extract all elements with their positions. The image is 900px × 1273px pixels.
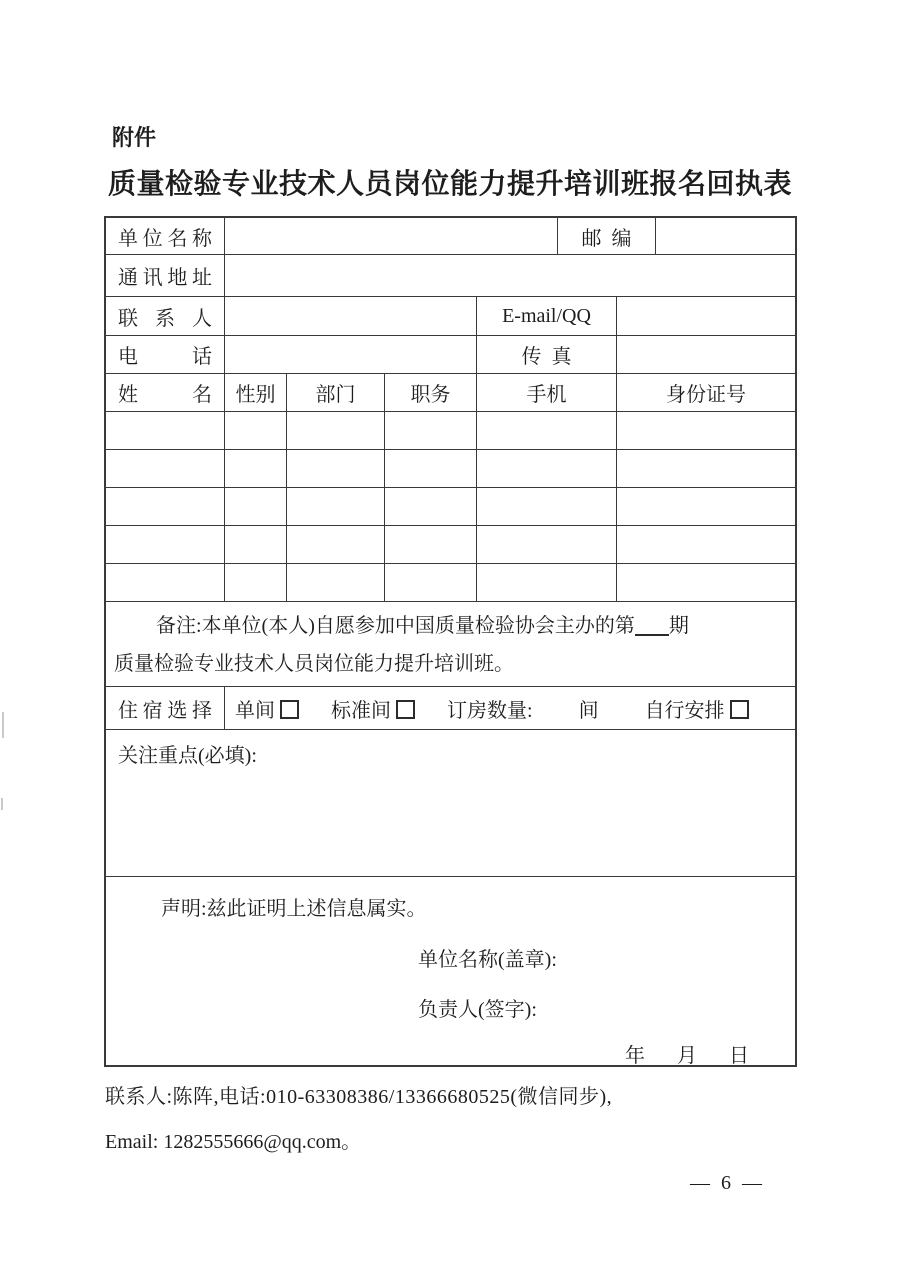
row-phone	[106, 335, 795, 373]
roster-cell	[476, 412, 616, 449]
row-contact	[106, 296, 795, 335]
roster-header-mobile: 手机	[476, 374, 616, 411]
fax-label-cell	[476, 336, 616, 373]
roster-cell	[106, 526, 224, 563]
date-month-label: 月	[677, 1045, 697, 1067]
address-label: 通讯地址	[118, 267, 212, 289]
roster-empty-row	[106, 487, 795, 525]
roster-cell	[224, 564, 286, 601]
roster-cell	[224, 450, 286, 487]
registration-form-table	[104, 216, 797, 1067]
scan-artifact	[1, 798, 3, 810]
blank-underline	[635, 614, 669, 636]
postal-code-label: 邮 编	[581, 227, 632, 250]
signer-label: 负责人(签字):	[418, 999, 537, 1021]
roster-cell	[106, 450, 224, 487]
roster-cell	[286, 412, 384, 449]
roster-header-position: 职务	[384, 374, 476, 411]
focus-row	[106, 729, 795, 876]
roster-cell	[476, 526, 616, 563]
roster-header-id-number: 身份证号	[616, 374, 795, 411]
roster-cell	[476, 488, 616, 525]
roster-empty-row	[106, 563, 795, 601]
booking-unit-label: 间	[578, 699, 599, 722]
roster-header-gender: 性别	[224, 374, 286, 411]
unit-name-label-cell	[106, 218, 224, 254]
footer-email-line: Email: 1282555666@qq.com。	[105, 1131, 362, 1153]
address-value-cell	[224, 255, 795, 296]
single-room-checkbox-icon	[280, 700, 299, 719]
roster-cell	[286, 526, 384, 563]
single-room-option: 单间	[235, 694, 299, 723]
roster-cell	[224, 488, 286, 525]
email-label-cell	[476, 297, 616, 335]
roster-cell	[106, 488, 224, 525]
roster-empty-row	[106, 525, 795, 563]
roster-cell	[616, 412, 795, 449]
roster-cell	[286, 488, 384, 525]
roster-cell	[616, 450, 795, 487]
declaration-row	[106, 876, 795, 1065]
remark-row	[106, 601, 795, 686]
roster-cell	[286, 564, 384, 601]
fax-value-cell	[616, 336, 795, 373]
remark-label: 备注:	[156, 615, 202, 637]
roster-cell	[224, 526, 286, 563]
date-day-label: 日	[729, 1045, 749, 1067]
contact-value-cell	[224, 297, 476, 335]
roster-cell	[286, 450, 384, 487]
declaration-statement: 声明:兹此证明上述信息属实。	[161, 898, 427, 920]
unit-seal-label: 单位名称(盖章):	[418, 949, 557, 971]
standard-room-option: 标准间	[331, 694, 415, 723]
roster-cell	[616, 526, 795, 563]
self-arrange-option: 自行安排	[645, 694, 749, 723]
phone-label-cell	[106, 336, 224, 373]
roster-cell	[384, 488, 476, 525]
roster-cell	[384, 526, 476, 563]
self-arrange-checkbox-icon	[730, 700, 749, 719]
contact-label-cell	[106, 297, 224, 335]
postal-code-label-cell	[557, 218, 655, 254]
postal-code-value-cell	[655, 218, 795, 254]
form-title: 质量检验专业技术人员岗位能力提升培训班报名回执表	[107, 168, 792, 199]
roster-cell	[384, 450, 476, 487]
accommodation-label: 住宿选择	[118, 699, 212, 722]
email-value-cell	[616, 297, 795, 335]
unit-name-label: 单位名称	[118, 227, 212, 250]
focus-label: 关注重点(必填):	[118, 745, 257, 767]
accommodation-row	[106, 686, 795, 729]
contact-label: 联系人	[118, 307, 212, 330]
email-label: E-mail/QQ	[502, 304, 591, 327]
roster-empty-row	[106, 411, 795, 449]
attachment-label: 附件	[112, 125, 157, 150]
roster-cell	[476, 564, 616, 601]
page-number: — 6 —	[690, 1172, 765, 1194]
roster-cell	[106, 564, 224, 601]
fax-label: 传 真	[521, 346, 572, 368]
accommodation-options-cell	[224, 687, 795, 729]
footer-contact-line: 联系人:陈阵,电话:010-63308386/13366680525(微信同步),	[105, 1086, 613, 1108]
roster-header-department: 部门	[286, 374, 384, 411]
row-address	[106, 254, 795, 296]
phone-value-cell	[224, 336, 476, 373]
scan-artifact	[2, 712, 4, 738]
roster-cell	[616, 564, 795, 601]
remark-line2: 质量检验专业技术人员岗位能力提升培训班。	[114, 653, 514, 675]
booking-quantity-label: 订房数量:	[447, 699, 533, 722]
address-label-cell	[106, 255, 224, 296]
roster-header-row	[106, 373, 795, 411]
roster-empty-row	[106, 449, 795, 487]
phone-label: 电话	[118, 346, 212, 368]
roster-cell	[106, 412, 224, 449]
date-year-label: 年	[625, 1045, 645, 1067]
roster-cell	[224, 412, 286, 449]
accommodation-label-cell	[106, 687, 224, 729]
roster-cell	[384, 564, 476, 601]
roster-header-name: 姓名	[118, 384, 212, 406]
roster-cell	[616, 488, 795, 525]
roster-cell	[384, 412, 476, 449]
row-unit-name	[106, 218, 795, 254]
unit-name-value-cell	[224, 218, 557, 254]
roster-cell	[476, 450, 616, 487]
date-line	[625, 1039, 749, 1068]
standard-room-checkbox-icon	[396, 700, 415, 719]
remark-line1: 备注:本单位(本人)自愿参加中国质量检验协会主办的第 期	[156, 615, 689, 637]
